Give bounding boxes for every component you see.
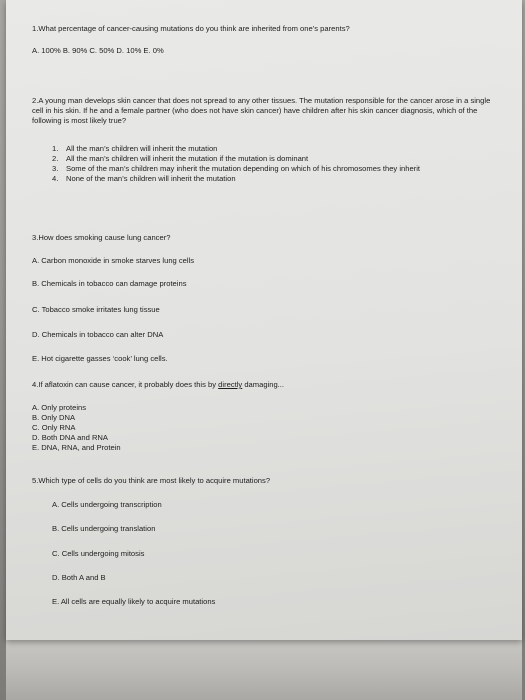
question-2	[32, 96, 500, 126]
question-4-option-d: D. Both DNA and RNA	[32, 433, 108, 442]
question-2-option	[52, 174, 420, 184]
question-2-option	[52, 144, 420, 154]
question-4-prefix: 4.If aflatoxin can cause cancer, it probably does this by	[32, 380, 219, 389]
option-text: All the man’s children will inherit the mutation if the mutation is dominant	[66, 154, 309, 163]
option-number: 2.	[52, 154, 59, 163]
question-3-option-a: A. Carbon monoxide in smoke starves lung cells	[32, 256, 195, 265]
question-1-text: 1.What percentage of cancer-causing mutations do you think are inherited from one’s parents?	[32, 24, 350, 33]
question-5-text: 5.Which type of cells do you think are most likely to acquire mutations?	[32, 476, 271, 485]
question-2-option	[52, 164, 420, 174]
question-3-option-b: B. Chemicals in tobacco can damage proteins	[32, 279, 187, 288]
question-1	[32, 24, 350, 56]
question-1-answers: A. 100% B. 90% C. 50% D. 10% E. 0%	[32, 46, 164, 55]
question-3-text: 3.How does smoking cause lung cancer?	[32, 233, 171, 242]
question-4-option-c: C. Only RNA	[32, 423, 76, 432]
question-5-option-a: A. Cells undergoing transcription	[52, 500, 162, 509]
question-4-option-e: E. DNA, RNA, and Protein	[32, 443, 121, 452]
question-2-text: 2.A young man develops skin cancer that does not spread to any other tissues. The mutation responsible for the cancer arose in a single cell in his skin. If he and a female partner (who does not have skin cancer) have children after his skin cancer diagnosis, which of the following is most likely true?	[32, 96, 491, 125]
question-5-option-c: C. Cells undergoing mitosis	[52, 549, 145, 558]
question-3-option-c: C. Tobacco smoke irritates lung tissue	[32, 305, 160, 314]
question-2-option	[52, 154, 420, 164]
question-3	[32, 233, 170, 243]
option-text: All the man’s children will inherit the mutation	[66, 144, 218, 153]
question-4-option-b: B. Only DNA	[32, 413, 76, 422]
question-5-option-d: D. Both A and B	[52, 573, 106, 582]
question-3-option-e: E. Hot cigarette gasses ‘cook’ lung cells.	[32, 354, 168, 363]
option-number: 4.	[52, 174, 59, 183]
option-number: 1.	[52, 144, 59, 153]
question-3-option-d: D. Chemicals in tobacco can alter DNA	[32, 330, 164, 339]
question-4-option-a: A. Only proteins	[32, 403, 87, 412]
option-text: None of the man’s children will inherit the mutation	[66, 174, 236, 183]
option-text: Some of the man’s children may inherit the mutation depending on which of his chromosomes they inherit	[66, 164, 421, 173]
question-5-option-b: B. Cells undergoing translation	[52, 524, 156, 533]
option-number: 3.	[52, 164, 59, 173]
question-2-options	[52, 144, 420, 184]
question-5-option-e: E. All cells are equally likely to acquire mutations	[52, 597, 216, 606]
worksheet-page	[6, 0, 522, 640]
question-4-options	[32, 403, 121, 453]
question-4-text	[32, 380, 284, 390]
question-4-suffix: damaging...	[242, 380, 285, 389]
question-4-emphasis: directly	[218, 380, 243, 389]
